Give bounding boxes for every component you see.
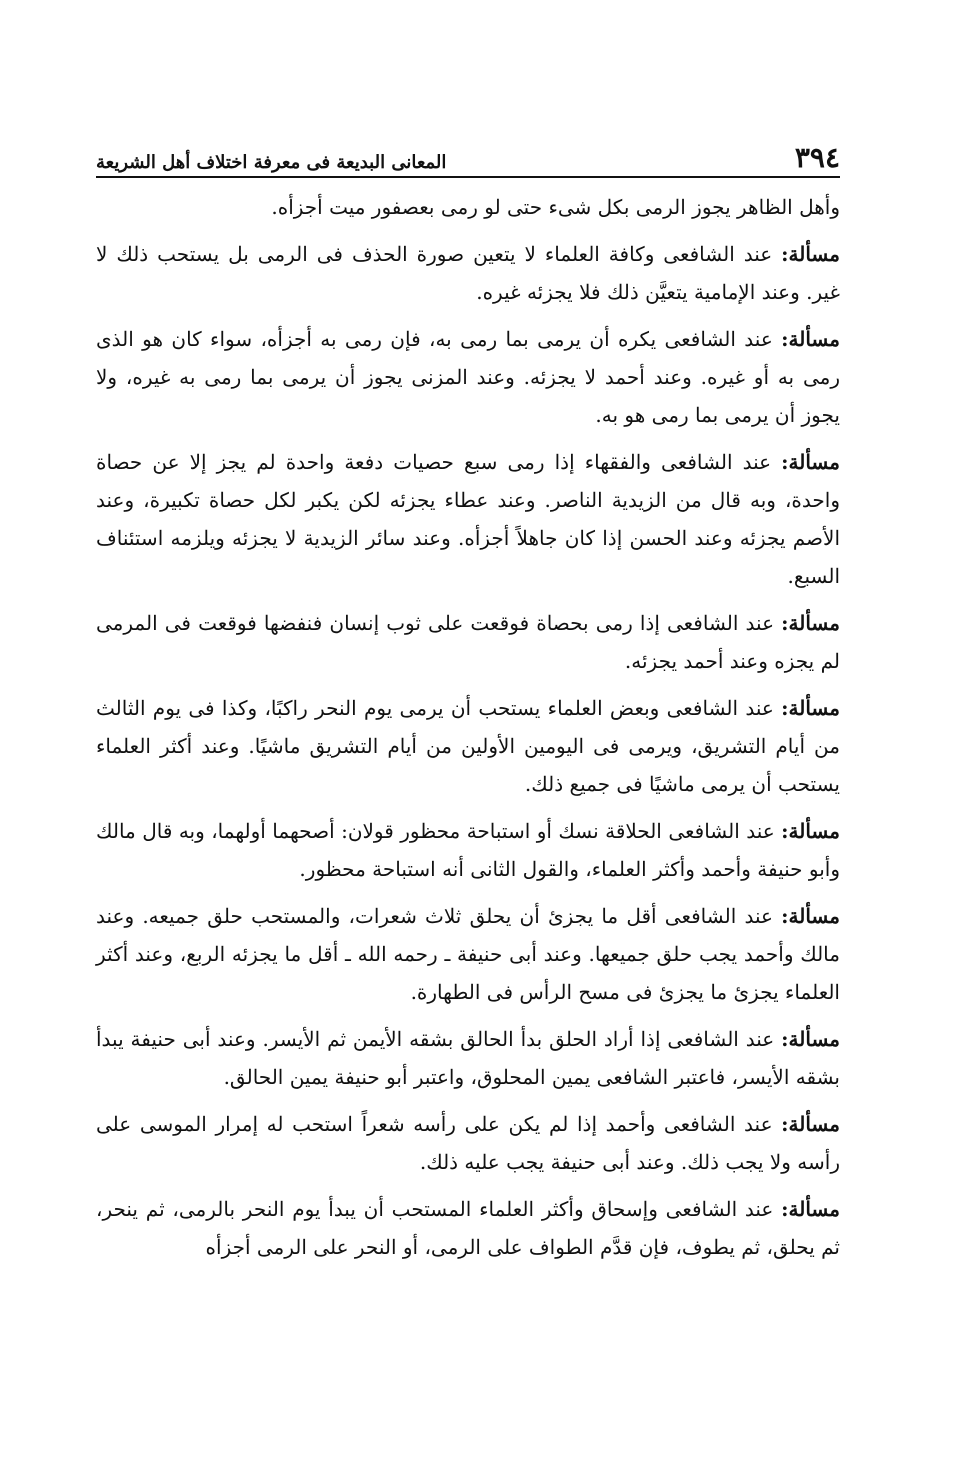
paragraph	[96, 320, 840, 434]
page-body	[96, 188, 840, 1266]
masala-keyword: مسألة:	[781, 327, 840, 351]
masala-keyword: مسألة:	[781, 242, 840, 266]
paragraph-text: عند الشافعى وإسحاق وأكثر العلماء المستحب أن يبدأ يوم النحر بالرمى، ثم ينحر، ثم يحلق، ثم يطوف، فإن قدَّم الطواف على الرمى، أو النحر على الرمى أجزأه	[96, 1197, 840, 1259]
paragraph-text: وأهل الظاهر يجوز الرمى بكل شىء حتى لو رمى بعصفور ميت أجزأه.	[271, 195, 840, 219]
paragraph-text: عند الشافعى وكافة العلماء لا يتعين صورة الحذف فى الرمى بل يستحب ذلك لا غير. وعند الإمامية يتعيَّن ذلك فلا يجزئه غيره.	[96, 242, 840, 304]
paragraph-text: عند الشافعى إذا رمى بحصاة فوقعت على ثوب إنسان فنفضها فوقعت فى المرمى لم يجزه وعند أحمد يجزئه.	[96, 611, 840, 673]
paragraph-text: عند الشافعى والفقهاء إذا رمى سبع حصيات دفعة واحدة لم يجز إلا عن حصاة واحدة، وبه قال من الزيدية الناصر. وعند عطاء يجزئه لكن يكبر لكل حصاة تكبيرة، وعند الأصم يجزئه وعند الحسن إذا كان جاهلاً أجزأه. وعند سائر الزيدية لا يجزئه ويلزمه استئناف السبع.	[96, 450, 840, 588]
masala-keyword: مسألة:	[781, 1112, 840, 1136]
paragraph	[96, 1105, 840, 1181]
paragraph	[96, 604, 840, 680]
paragraph	[96, 1020, 840, 1096]
page-header	[96, 128, 840, 178]
paragraph-text: عند الشافعى وأحمد إذا لم يكن على رأسه شعراً استحب له إمرار الموسى على رأسه ولا يجب ذلك. وعند أبى حنيفة يجب عليه ذلك.	[96, 1112, 840, 1174]
paragraph-text: عند الشافعى وبعض العلماء يستحب أن يرمى يوم النحر راكبًا، وكذا فى يوم الثالث من أيام التشريق، ويرمى فى اليومين الأولين من أيام التشريق ماشيًا. وعند أكثر العلماء يستحب أن يرمى ماشيًا فى جميع ذلك.	[96, 696, 840, 796]
paragraph	[96, 235, 840, 311]
paragraph	[96, 188, 840, 226]
masala-keyword: مسألة:	[781, 450, 840, 474]
page-number: ٣٩٤	[794, 141, 840, 174]
masala-keyword: مسألة:	[781, 611, 840, 635]
paragraph-text: عند الشافعى أقل ما يجزئ أن يحلق ثلاث شعرات، والمستحب حلق جميعه. وعند مالك وأحمد يجب حلق جميعها. وعند أبى حنيفة ـ رحمه الله ـ أقل ما يجزئه الربع، وعند أكثر العلماء يجزئ ما يجزئ فى مسح الرأس فى الطهارة.	[96, 904, 840, 1004]
paragraph	[96, 812, 840, 888]
paragraph-text: عند الشافعى إذا أراد الحلق بدأ الحالق بشقه الأيمن ثم الأيسر. وعند أبى حنيفة يبدأ بشقه الأيسر، فاعتبر الشافعى يمين المحلوق، واعتبر أبو حنيفة يمين الحالق.	[96, 1027, 840, 1089]
masala-keyword: مسألة:	[781, 696, 840, 720]
masala-keyword: مسألة:	[781, 1027, 841, 1051]
paragraph	[96, 689, 840, 803]
paragraph	[96, 443, 840, 595]
paragraph-text: عند الشافعى الحلاقة نسك أو استباحة محظور قولان: أصحهما أولهما، وبه قال مالك وأبو حنيفة وأحمد وأكثر العلماء، والقول الثانى أنه استباحة محظور.	[96, 819, 840, 881]
running-title: المعانى البديعة فى معرفة اختلاف أهل الشريعة	[96, 152, 447, 173]
paragraph	[96, 897, 840, 1011]
paragraph	[96, 1190, 840, 1266]
paragraph-text: عند الشافعى يكره أن يرمى بما رمى به، فإن رمى به أجزأه، سواء كان هو الذى رمى به أو غيره. وعند أحمد لا يجزئه. وعند المزنى يجوز أن يرمى بما رمى به غيره، ولا يجوز أن يرمى بما رمى هو به.	[96, 327, 840, 427]
masala-keyword: مسألة:	[781, 1197, 840, 1221]
book-page	[96, 128, 840, 1275]
masala-keyword: مسألة:	[781, 819, 840, 843]
masala-keyword: مسألة:	[781, 904, 840, 928]
